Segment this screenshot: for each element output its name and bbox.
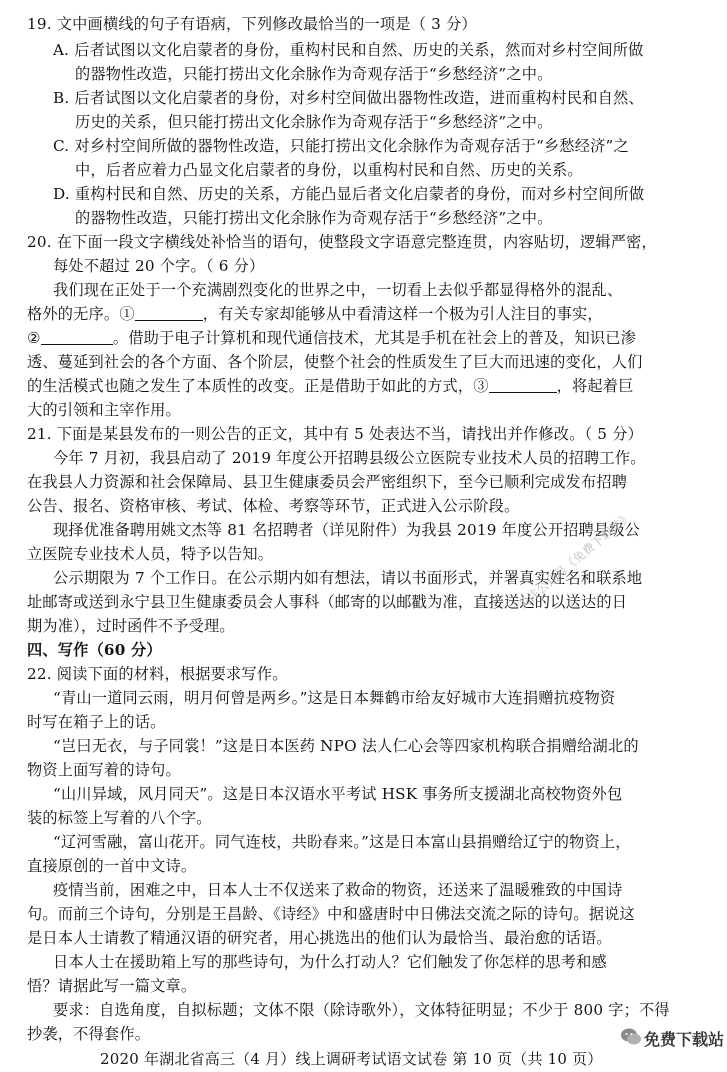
q20-text: 格外的无序。① [27,305,135,323]
q22-material-line: “山川异域，风月同天”。这是日本汉语水平考试 HSK 事务所支援湖北高校物资外包 [53,785,623,803]
q21-notice-line: 立医院专业技术人员，特予以告知。 [27,545,274,563]
q20-text: ，将起着巨 [556,377,634,395]
q22-material-line: 直接原创的一首中文诗。 [27,857,197,875]
q21-notice-line: 在我县人力资源和社会保障局、县卫生健康委员会严密组织下，至今已顺利完成发布招聘 [27,473,628,491]
q22-material-line: 装的标签上写着的八个字。 [27,809,212,827]
q21-notice-line: 期为准），过时函件不予受理。 [27,617,235,635]
q22-stem: 22. 阅读下面的材料，根据要求写作。 [27,665,288,683]
q21-notice-line: 址邮寄或送到永宁县卫生健康委员会人事科（邮寄的以邮戳为准，直接送达的以送达的日 [27,593,628,611]
q19-option-a: A. 后者试图以文化启蒙者的身份，重构村民和自然、历史的关系，然而对乡村空间所做 [53,41,644,59]
q21-stem: 21. 下面是某县发布的一则公告的正文，其中有 5 处表达不当，请找出并作修改。（ 5 分） [27,425,643,443]
q20-text: ② [27,329,41,347]
q21-notice-line: 今年 7 月初，我县启动了 2019 年度公开招聘县级公立医院专业技术人员的招聘工作。 [53,449,646,467]
q20-para-line [27,376,634,396]
answer-blank-1[interactable] [135,305,203,321]
q22-material-line: “青山一道同云雨，明月何曾是两乡。”这是日本舞鹤市给友好城市大连捐赠抗疫物资 [53,689,616,707]
q22-material-line: “辽河雪融，富山花开。同气连枝，共盼春来。”这是日本富山县捐赠给辽宁的物资上， [53,833,631,851]
q19-option-d-cont: 的器物性改造，只能打捞出文化余脉作为奇观存活于“乡愁经济”之中。 [75,209,553,227]
q22-material-line: 疫情当前，困难之中，日本人士不仅送来了救命的物资，还送来了温暖雅致的中国诗 [53,881,623,899]
q19-option-c: C. 对乡村空间所做的器物性改造，只能打捞出文化余脉作为奇观存活于“乡愁经济”之 [53,137,629,155]
q19-option-b: B. 后者试图以文化启蒙者的身份，对乡村空间做出器物性改造，进而重构村民和自然、 [53,89,644,107]
q21-notice-line: 公示期限为 7 个工作日。在公示期内如有想法，请以书面形式，并署真实姓名和联系地 [53,569,643,587]
q19-stem: 19. 文中画横线的句子有语病，下列修改最恰当的一项是（ 3 分） [27,15,477,33]
q22-requirements-line: 抄袭，不得套作。 [27,1025,151,1043]
section-heading-writing: 四、写作（60 分） [27,641,162,659]
q19-option-a-cont: 的器物性改造，只能打捞出文化余脉作为奇观存活于“乡愁经济”之中。 [75,65,553,83]
q19-option-b-cont: 历史的关系，但只能打捞出文化余脉作为奇观存活于“乡愁经济”之中。 [75,113,553,131]
q19-option-d: D. 重构村民和自然、历史的关系，方能凸显后者文化启蒙者的身份，而对乡村空间所做 [53,185,645,203]
q20-stem: 20. 在下面一段文字横线处补恰当的语句，使整段文字语意完整连贯，内容贴切，逻辑严密， [27,233,657,251]
q20-text: ，有关专家却能够从中看清这样一个极为引人注目的事实， [202,305,603,323]
q20-text: 的生活模式也随之发生了本质性的改变。正是借助于如此的方式，③ [27,377,489,395]
q20-para-line [27,304,603,324]
q21-notice-line: 公告、报名、资格审核、考试、体检、考察等环节，正式进入公示阶段。 [27,497,520,515]
q20-para-line: 大的引领和主宰作用。 [27,401,181,419]
q22-requirements-line: 要求：自选角度，自拟标题；文体不限（除诗歌外），文体特征明显；不少于 800 字；不得 [53,1001,670,1019]
q22-material-line: “岂曰无衣，与子同裳！”这是日本医药 NPO 法人仁心会等四家机构联合捐赠给湖北的 [53,737,639,755]
q21-notice-line: 现择优准备聘用姚文杰等 81 名招聘者（详见附件）为我县 2019 年度公开招聘县级公 [53,521,641,539]
q20-text: 。借助于电子计算机和现代通信技术，尤其是手机在社会上的普及，知识已渗 [112,329,637,347]
q22-material-line: 句。而前三个诗句，分别是王昌龄、《诗经》中和盛唐时中日佛法交流之际的诗句。据说这 [27,905,635,923]
q22-material-line: 物资上面写着的诗句。 [27,761,181,779]
page-footer: 2020 年湖北省高三（4 月）线上调研考试语文试卷 第 10 页（共 10 页） [100,1050,603,1068]
answer-blank-2[interactable] [41,329,113,345]
q20-para-line [27,328,636,348]
q19-option-c-cont: 中，后者应着力凸显文化启蒙者的身份，以重构村民和自然、历史的关系。 [75,161,583,179]
wechat-icon [620,1026,642,1048]
answer-blank-3[interactable] [489,377,557,393]
q22-material-line: 是日本人士请教了精通汉语的研究者，用心挑选出的他们认为最恰当、最治愈的话语。 [27,929,612,947]
watermark-text: 关注公众号《免费下载站》 [515,508,635,613]
q20-para-line: 透、蔓延到社会的各个方面、各个阶层，使整个社会的性质发生了巨大而迅速的变化，人们 [27,353,643,371]
q22-prompt-line: 日本人士在援助箱上写的那些诗句，为什么打动人？它们触发了你怎样的思考和感 [53,953,607,971]
q22-prompt-line: 悟？请据此写一篇文章。 [27,977,197,995]
q20-stem-cont: 每处不超过 20 个字。（ 6 分） [53,257,265,275]
q20-para-line: 我们现在正处于一个充满剧烈变化的世界之中，一切看上去似乎都显得格外的混乱、 [53,281,623,299]
logo-text: 免费下载站 [644,1030,725,1049]
q22-material-line: 时写在箱子上的话。 [27,713,166,731]
